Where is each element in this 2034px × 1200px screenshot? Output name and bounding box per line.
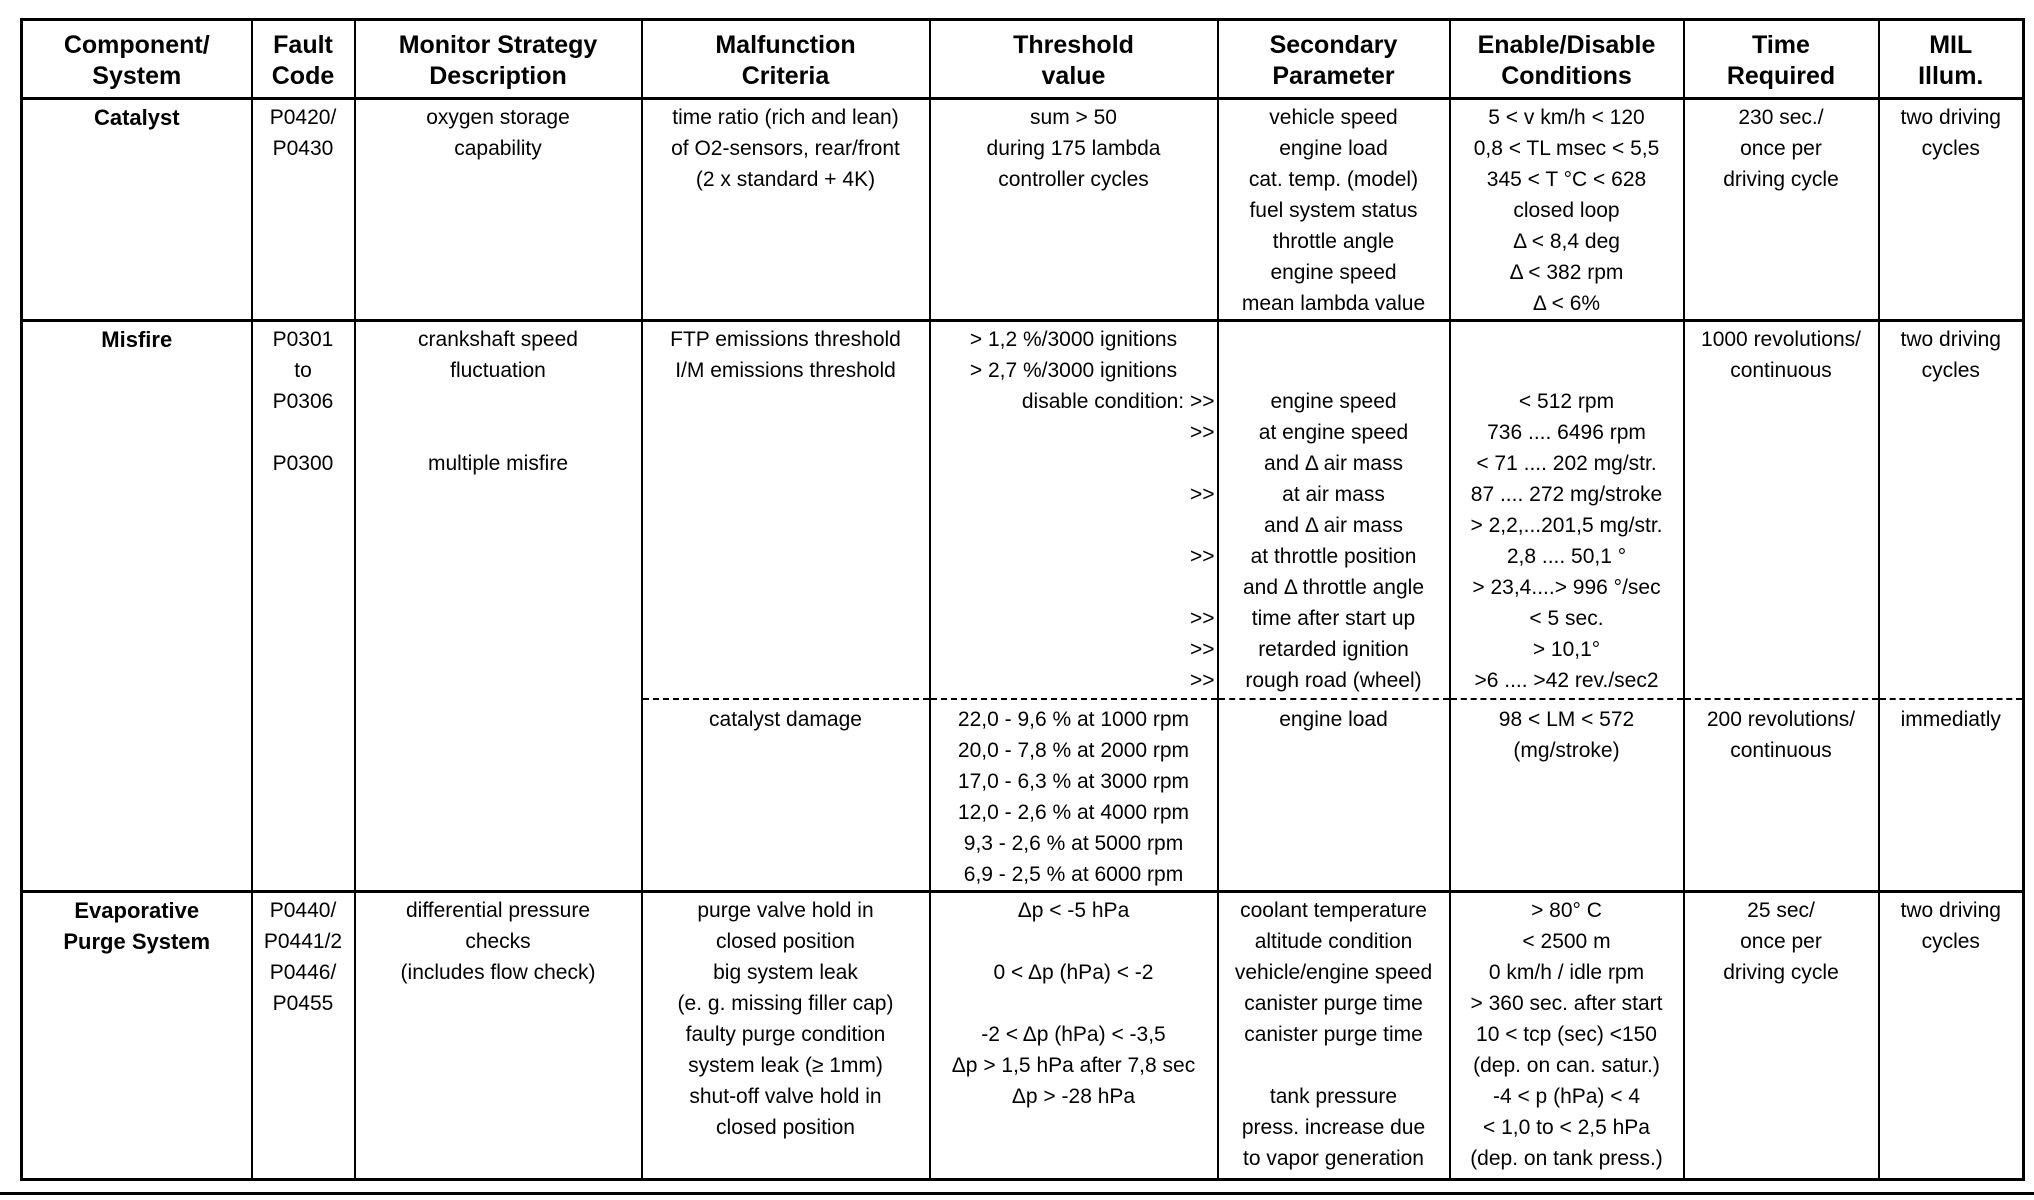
cell-line: two driving (1900, 106, 2001, 129)
cell-line: P0440/ (269, 899, 337, 922)
cell-line: 345 < T °C < 628 (1486, 168, 1647, 191)
cell-line: > 360 sec. after start (1470, 992, 1663, 1015)
cell-line: continuous (1730, 739, 1832, 762)
header-fault-code (252, 20, 355, 99)
cell-line: Threshold (1013, 31, 1134, 59)
misfire-mil-catalyst (1880, 698, 2023, 735)
misfire-component (22, 321, 252, 892)
cell-line: altitude condition (1254, 930, 1413, 953)
cell-line: time after start up (1251, 607, 1416, 630)
cell-line: Monitor Strategy (398, 31, 598, 59)
cell-line: Code (271, 62, 335, 90)
cell-line: tank pressure (1269, 1085, 1398, 1108)
cell-line: P0300 (272, 452, 334, 475)
obd-monitor-table (20, 18, 2025, 1181)
cell-line: (e. g. missing filler cap) (677, 992, 894, 1015)
table-row-catalyst (22, 99, 2024, 321)
cell-line: time ratio (rich and lean) (672, 106, 899, 129)
cell-line: (2 x standard + 4K) (695, 168, 876, 191)
cell-line: capability (454, 137, 542, 160)
cell-line: I/M emissions threshold (675, 359, 896, 382)
cell-line: closed position (716, 930, 855, 953)
cell-line: mean lambda value (1241, 292, 1426, 315)
evap-fault-code (252, 892, 355, 1180)
cell-line: Conditions (1501, 62, 1632, 90)
cell-line: 6,9 - 2,5 % at 6000 rpm (963, 863, 1184, 886)
cell-line: > 80° C (1531, 899, 1602, 922)
cell-line: > 2,7 %/3000 ignitions (969, 359, 1178, 382)
cell-line (1219, 1050, 1449, 1081)
cell-line: Criteria (741, 62, 830, 90)
cell-line: Enable/Disable (1477, 31, 1656, 59)
cell-line: multiple misfire (427, 452, 569, 475)
page-bottom-rule (0, 1192, 2034, 1195)
cell-line: closed position (716, 1116, 855, 1139)
cell-line: Required (1726, 62, 1836, 90)
cell-line (253, 417, 354, 448)
cell-line: Purge System (63, 929, 211, 954)
cell-line: > 1,2 %/3000 ignitions (969, 328, 1178, 351)
cell-line: Malfunction (715, 31, 856, 59)
misfire-strategy (355, 321, 642, 892)
cell-line: two driving (1900, 899, 2001, 922)
cell-line: value (1041, 62, 1106, 90)
cell-line: 0 < Δp (hPa) < -2 (993, 961, 1154, 984)
cell-line: Δp > -28 hPa (1011, 1085, 1136, 1108)
cell-line: of O2-sensors, rear/front (671, 137, 900, 160)
cell-line: differential pressure (405, 899, 591, 922)
cell-line: >> (1189, 483, 1215, 506)
cell-line: > 2,2,...201,5 mg/str. (1470, 514, 1663, 537)
cell-line: at engine speed (1258, 421, 1409, 444)
misfire-time-emissions (1685, 324, 1878, 696)
cell-line: during 175 lambda (986, 137, 1161, 160)
catalyst-mil (1879, 99, 2024, 321)
cell-line: >> (1189, 607, 1215, 630)
header-monitor-strategy (355, 20, 642, 99)
cell-line: FTP emissions threshold (670, 328, 901, 351)
cell-line: fluctuation (450, 359, 546, 382)
cell-line: retarded ignition (1258, 638, 1409, 661)
cell-line: at throttle position (1250, 545, 1417, 568)
cell-line: Time (1752, 31, 1810, 59)
table-row-misfire (22, 321, 2024, 892)
cell-line: closed loop (1513, 199, 1620, 222)
cell-line: Δ < 8,4 deg (1513, 230, 1620, 253)
cell-line: Component/ (63, 31, 210, 59)
cell-line: checks (465, 930, 531, 953)
cell-line (931, 926, 1217, 957)
cell-line: MIL (1929, 31, 1973, 59)
cell-line (356, 417, 641, 448)
cell-line: driving cycle (1723, 168, 1839, 191)
cell-line: 17,0 - 6,3 % at 3000 rpm (957, 770, 1190, 793)
cell-line: faulty purge condition (685, 1023, 886, 1046)
cell-line: Misfire (101, 327, 173, 352)
catalyst-component (22, 99, 252, 321)
cell-line: engine load (1279, 708, 1388, 731)
cell-line: P0420/ (269, 106, 337, 129)
cell-line: >> (1189, 545, 1215, 568)
cell-line: and Δ air mass (1264, 452, 1403, 475)
catalyst-threshold (930, 99, 1218, 321)
cell-line: (mg/stroke) (1513, 739, 1620, 762)
cell-line: canister purge time (1244, 992, 1423, 1015)
cell-line: > 23,4....> 996 °/sec (1472, 576, 1661, 599)
misfire-threshold (930, 321, 1218, 892)
cell-line: driving cycle (1723, 961, 1839, 984)
cell-line: cycles (1921, 359, 1980, 382)
cell-line: 87 .... 272 mg/stroke (1470, 483, 1663, 506)
cell-line: throttle angle (1272, 230, 1395, 253)
cell-line: and Δ throttle angle (1243, 576, 1424, 599)
cell-line: to (294, 359, 312, 382)
cell-line: crankshaft speed (418, 328, 578, 351)
misfire-criteria-emissions (643, 324, 929, 696)
misfire-secondary-disable (1219, 324, 1449, 696)
cell-line: oxygen storage (426, 106, 570, 129)
misfire-enable-disable (1451, 324, 1683, 696)
misfire-threshold-catalyst (931, 698, 1217, 890)
evap-enable (1450, 892, 1684, 1180)
cell-line: canister purge time (1244, 1023, 1423, 1046)
cell-line (931, 510, 1215, 541)
cell-line: Δ < 382 rpm (1509, 261, 1624, 284)
header-mil (1879, 20, 2024, 99)
cell-line: P0446/ (269, 961, 337, 984)
cell-line: Description (429, 62, 567, 90)
evap-threshold (930, 892, 1218, 1180)
cell-line: system leak (≥ 1mm) (688, 1054, 883, 1077)
cell-line: (dep. on tank press.) (1470, 1147, 1663, 1170)
cell-line: Evaporative (74, 898, 200, 923)
catalyst-strategy (355, 99, 642, 321)
cell-line: immediatly (1900, 708, 2001, 731)
cell-line: vehicle/engine speed (1234, 961, 1433, 984)
cell-line: 12,0 - 2,6 % at 4000 rpm (957, 801, 1190, 824)
cell-line: catalyst damage (709, 708, 862, 731)
cell-line: >> (1189, 421, 1215, 444)
cell-line: cycles (1921, 930, 1980, 953)
misfire-mil-emissions (1880, 324, 2023, 696)
cell-line: and Δ air mass (1264, 514, 1403, 537)
catalyst-time (1684, 99, 1879, 321)
cell-line: (dep. on can. satur.) (1473, 1054, 1660, 1077)
cell-line: 230 sec./ (1738, 106, 1824, 129)
misfire-criteria (642, 321, 930, 892)
cell-line: Fault (273, 31, 333, 59)
cell-line: 2,8 .... 50,1 ° (1506, 545, 1627, 568)
cell-line: engine speed (1270, 261, 1397, 284)
evap-secondary (1218, 892, 1450, 1180)
cell-line: shut-off valve hold in (689, 1085, 882, 1108)
cell-line: < 71 .... 202 mg/str. (1476, 452, 1657, 475)
catalyst-enable (1450, 99, 1684, 321)
cell-line: < 5 sec. (1529, 607, 1604, 630)
cell-line: < 1,0 to < 2,5 hPa (1483, 1116, 1650, 1139)
cell-line: Δp < -5 hPa (1017, 899, 1130, 922)
header-time-required (1684, 20, 1879, 99)
cell-line: coolant temperature (1240, 899, 1427, 922)
header-threshold (930, 20, 1218, 99)
evap-component (22, 892, 252, 1180)
evap-strategy (355, 892, 642, 1180)
cell-line: > 10,1° (1532, 638, 1601, 661)
catalyst-fault-code (252, 99, 355, 321)
table-row-evap (22, 892, 2024, 1180)
misfire-threshold-markers (931, 386, 1217, 696)
cell-line: once per (1740, 137, 1822, 160)
header-enable-disable (1450, 20, 1684, 99)
cell-line: fuel system status (1249, 199, 1418, 222)
misfire-time (1684, 321, 1879, 892)
catalyst-secondary (1218, 99, 1450, 321)
cell-line: < 512 rpm (1518, 390, 1615, 413)
cell-line: 200 revolutions/ (1706, 708, 1856, 731)
cell-line: two driving (1900, 328, 2001, 351)
cell-line: P0455 (272, 992, 334, 1015)
cell-line (931, 448, 1215, 479)
cell-line: cat. temp. (model) (1248, 168, 1419, 191)
cell-line: rough road (wheel) (1245, 669, 1422, 692)
cell-line: P0301 (272, 328, 334, 351)
evap-time (1684, 892, 1879, 1180)
misfire-secondary-catalyst (1219, 698, 1449, 735)
cell-line: < 2500 m (1522, 930, 1611, 953)
cell-line: Secondary (1269, 31, 1398, 59)
evap-criteria (642, 892, 930, 1180)
cell-line: vehicle speed (1269, 106, 1398, 129)
cell-line: Parameter (1272, 62, 1395, 90)
cell-line: Δ < 6% (1532, 292, 1601, 315)
misfire-secondary (1218, 321, 1450, 892)
cell-line: 0,8 < TL msec < 5,5 (1473, 137, 1660, 160)
cell-line: P0306 (272, 390, 334, 413)
header-malfunction-criteria (642, 20, 930, 99)
cell-line: >> (1189, 638, 1215, 661)
cell-line: Catalyst (93, 105, 180, 130)
cell-line: to vapor generation (1243, 1147, 1424, 1170)
cell-line (931, 572, 1215, 603)
header-component (22, 20, 252, 99)
cell-line: 9,3 - 2,6 % at 5000 rpm (963, 832, 1184, 855)
header-row (22, 20, 2024, 99)
cell-line: continuous (1730, 359, 1832, 382)
cell-line: P0430 (272, 137, 334, 160)
cell-line: 20,0 - 7,8 % at 2000 rpm (957, 739, 1190, 762)
cell-line: big system leak (713, 961, 858, 984)
misfire-time-catalyst (1685, 698, 1878, 766)
cell-line: 0 km/h / idle rpm (1488, 961, 1645, 984)
cell-line: Illum. (1918, 62, 1984, 90)
misfire-enable-catalyst (1451, 698, 1683, 766)
cell-line: Δp > 1,5 hPa after 7,8 sec (951, 1054, 1196, 1077)
cell-line: purge valve hold in (697, 899, 874, 922)
cell-line: press. increase due (1241, 1116, 1426, 1139)
header-secondary-parameter (1218, 20, 1450, 99)
cell-line: >> (1189, 669, 1215, 692)
misfire-threshold-emissions (931, 324, 1217, 386)
misfire-enable (1450, 321, 1684, 892)
cell-line: cycles (1921, 137, 1980, 160)
misfire-fault-code (252, 321, 355, 892)
misfire-criteria-catalyst (643, 698, 929, 735)
cell-line: engine load (1279, 137, 1388, 160)
cell-line: sum > 50 (1030, 106, 1117, 129)
cell-line: disable condition: >> (1021, 390, 1215, 413)
cell-line: engine speed (1270, 390, 1397, 413)
cell-line: System (92, 62, 182, 90)
cell-line: (includes flow check) (400, 961, 596, 984)
cell-line: 10 < tcp (sec) <150 (1476, 1023, 1657, 1046)
cell-line: -2 < Δp (hPa) < -3,5 (981, 1023, 1166, 1046)
cell-line: 25 sec/ (1747, 899, 1815, 922)
cell-line: P0441/2 (263, 930, 343, 953)
cell-line: -4 < p (hPa) < 4 (1492, 1085, 1641, 1108)
cell-line: 98 < LM < 572 (1498, 708, 1635, 731)
cell-line: 5 < v km/h < 120 (1488, 106, 1645, 129)
catalyst-criteria (642, 99, 930, 321)
cell-line: once per (1740, 930, 1822, 953)
misfire-mil (1879, 321, 2024, 892)
cell-line: 736 .... 6496 rpm (1487, 421, 1646, 444)
cell-line: controller cycles (998, 168, 1149, 191)
cell-line: 22,0 - 9,6 % at 1000 rpm (957, 708, 1190, 731)
cell-line: 1000 revolutions/ (1701, 328, 1861, 351)
cell-line: at air mass (1282, 483, 1385, 506)
cell-line (356, 386, 641, 417)
cell-line: >6 .... >42 rev./sec2 (1474, 669, 1659, 692)
cell-line (931, 988, 1217, 1019)
evap-mil (1879, 892, 2024, 1180)
